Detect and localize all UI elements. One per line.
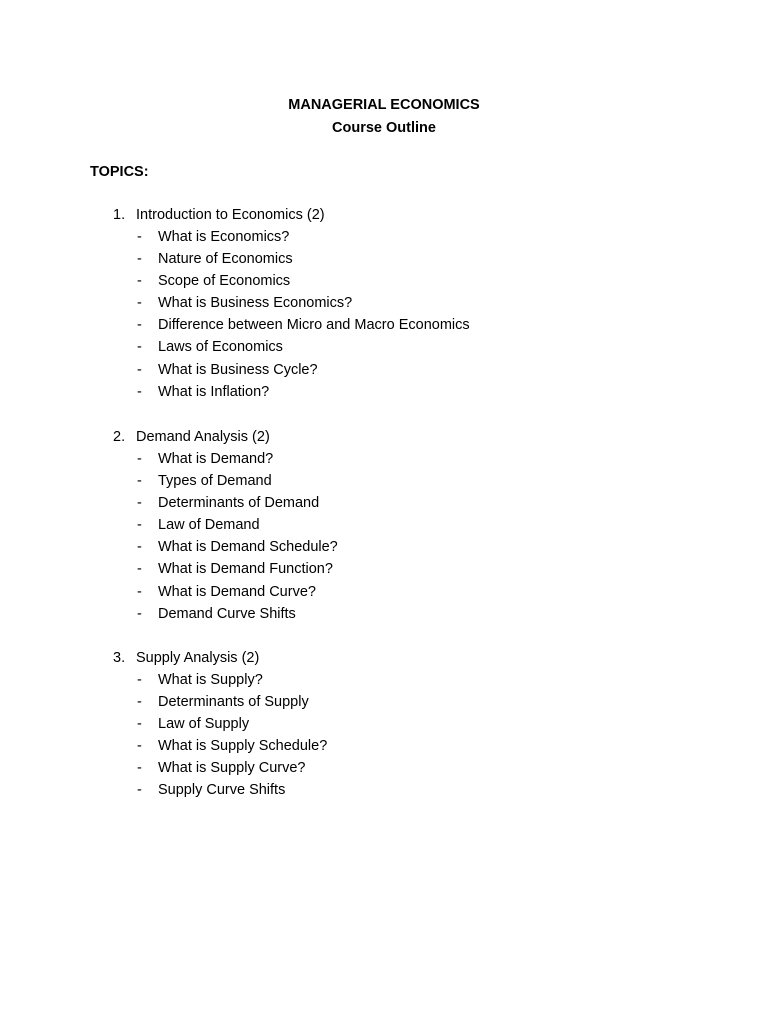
subtopic-text: What is Supply Schedule? (158, 738, 328, 755)
subtopic-item (0, 359, 768, 381)
subtopic-text: What is Inflation? (158, 383, 270, 400)
subtopic-text: What is Business Cycle? (158, 361, 318, 378)
topic-heading (0, 426, 768, 448)
subtopic-list (0, 448, 768, 625)
dash-bullet: - (137, 539, 142, 556)
subtopic-item (0, 779, 768, 801)
dash-bullet: - (137, 295, 142, 312)
subtopic-text: Law of Supply (158, 716, 250, 733)
dash-bullet: - (137, 760, 142, 777)
subtopic-item (0, 226, 768, 248)
subtopic-text: Law of Demand (158, 517, 260, 534)
subtopic-text: What is Supply? (158, 672, 263, 688)
topic-section (0, 204, 768, 403)
subtopic-item (0, 735, 768, 757)
subtopic-text: What is Demand? (158, 451, 274, 467)
dash-bullet: - (137, 317, 142, 334)
topics-label: TOPICS: (90, 164, 149, 180)
dash-bullet: - (137, 517, 142, 534)
dash-bullet: - (137, 473, 142, 490)
subtopic-item (0, 669, 768, 691)
subtopic-item (0, 292, 768, 314)
subtopic-text: Nature of Economics (158, 251, 293, 268)
subtopic-text: Determinants of Demand (158, 495, 320, 512)
topic-heading (0, 647, 768, 669)
dash-bullet: - (137, 738, 142, 755)
subtopic-item (0, 248, 768, 270)
subtopic-text: What is Supply Curve? (158, 760, 306, 777)
dash-bullet: - (137, 716, 142, 733)
subtopic-text: Demand Curve Shifts (158, 605, 296, 622)
subtopic-item (0, 336, 768, 358)
subtopic-text: Laws of Economics (158, 339, 283, 356)
subtopic-item (0, 381, 768, 403)
dash-bullet: - (137, 339, 142, 356)
subtopic-text: What is Demand Curve? (158, 583, 316, 600)
topic-number: 1. (113, 207, 126, 223)
dash-bullet: - (137, 495, 142, 512)
subtopic-item (0, 470, 768, 492)
subtopic-text: What is Demand Schedule? (158, 539, 338, 556)
subtopic-text: What is Business Economics? (158, 295, 353, 312)
subtopic-text: Scope of Economics (158, 273, 291, 290)
dash-bullet: - (137, 672, 142, 688)
topic-heading (0, 204, 768, 226)
subtopic-item (0, 314, 768, 336)
subtopic-item (0, 757, 768, 779)
subtopic-item (0, 514, 768, 536)
subtopic-item (0, 448, 768, 470)
subtopic-item (0, 492, 768, 514)
dash-bullet: - (137, 694, 142, 711)
subtopic-text: Determinants of Supply (158, 694, 309, 711)
subtopic-text: Types of Demand (158, 473, 272, 490)
topic-number: 2. (113, 429, 126, 445)
dash-bullet: - (137, 229, 142, 245)
subtopic-text: What is Demand Function? (158, 561, 333, 578)
subtopic-item (0, 713, 768, 735)
dash-bullet: - (137, 383, 142, 400)
subtopic-list (0, 226, 768, 403)
subtopic-item (0, 558, 768, 580)
subtopic-item (0, 536, 768, 558)
topic-section (0, 426, 768, 625)
subtopic-text: Difference between Micro and Macro Economics (158, 317, 470, 334)
topic-title: Introduction to Economics (2) (136, 207, 325, 223)
subtopic-list (0, 669, 768, 802)
dash-bullet: - (137, 782, 142, 799)
subtopic-item (0, 581, 768, 603)
dash-bullet: - (137, 605, 142, 622)
dash-bullet: - (137, 361, 142, 378)
document-title: MANAGERIAL ECONOMICS (288, 97, 480, 113)
topic-number: 3. (113, 650, 126, 666)
dash-bullet: - (137, 583, 142, 600)
subtopic-item (0, 603, 768, 625)
dash-bullet: - (137, 561, 142, 578)
topic-section (0, 647, 768, 802)
topic-title: Demand Analysis (2) (136, 429, 270, 445)
subtopic-item (0, 270, 768, 292)
subtopic-text: What is Economics? (158, 229, 290, 245)
dash-bullet: - (137, 273, 142, 290)
subtopic-text: Supply Curve Shifts (158, 782, 286, 799)
dash-bullet: - (137, 251, 142, 268)
topic-title: Supply Analysis (2) (136, 650, 260, 666)
document-subtitle: Course Outline (332, 120, 436, 136)
subtopic-item (0, 691, 768, 713)
dash-bullet: - (137, 451, 142, 467)
